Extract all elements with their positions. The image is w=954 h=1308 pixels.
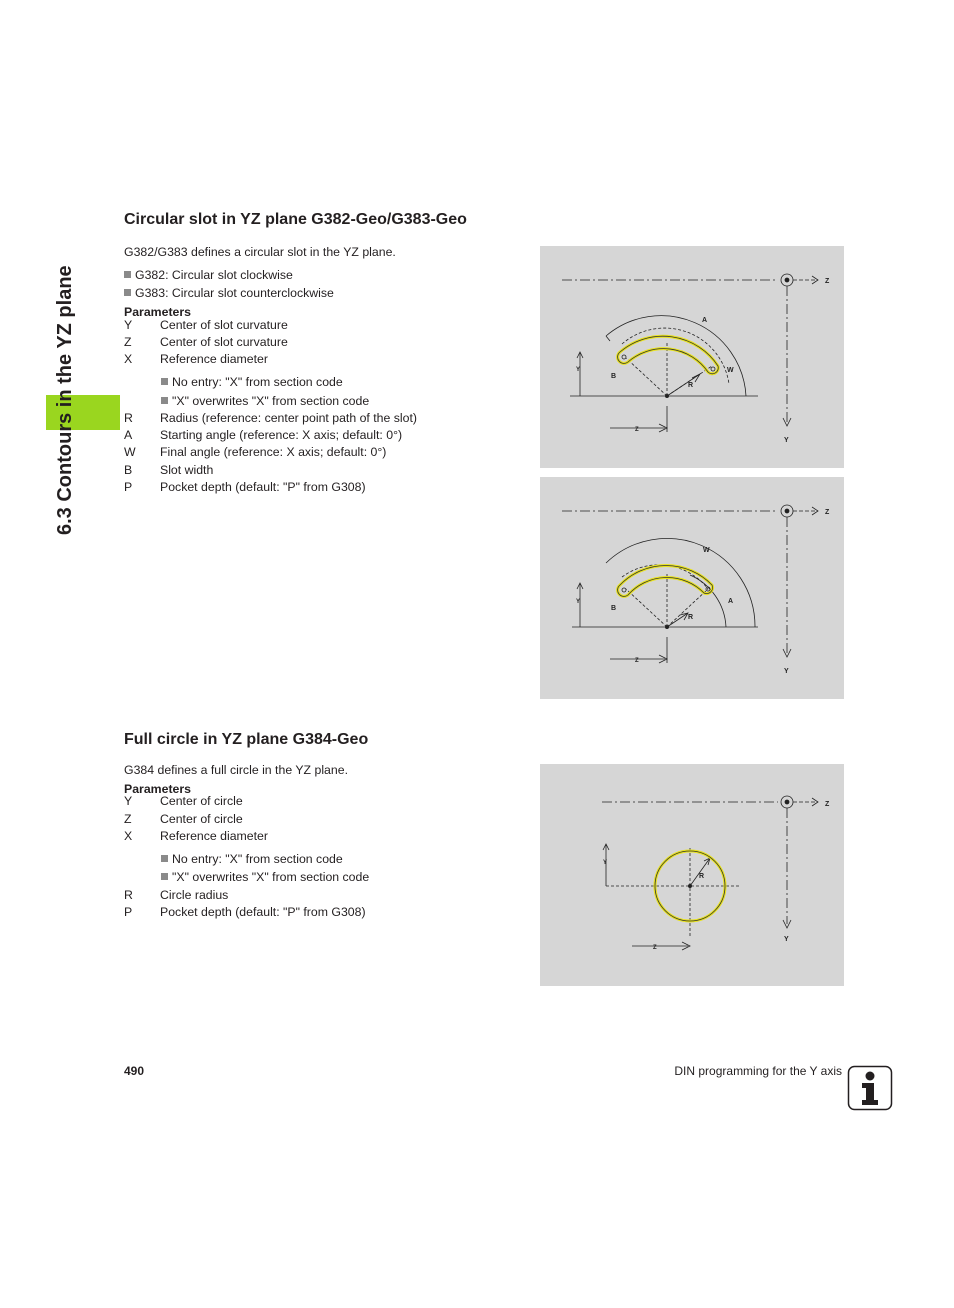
parameter-row: R Circle radius (124, 888, 229, 902)
dim-label-y-small: Y (576, 599, 581, 605)
parameter-row: Y Center of circle (124, 794, 243, 808)
bullet-square-icon (161, 873, 168, 880)
section-intro: G384 defines a full circle in the YZ plane. (124, 763, 348, 777)
sub-bullet-item: "X" overwrites "X" from section code (161, 394, 369, 408)
parameter-row: Z Center of circle (124, 812, 243, 826)
parameter-row: B Slot width (124, 463, 214, 477)
parameters-label: Parameters (124, 305, 191, 319)
figure-full-circle (540, 764, 844, 986)
figure-slot-clockwise (540, 246, 844, 468)
parameter-row: P Pocket depth (default: "P" from G308) (124, 480, 366, 494)
dim-label-a: A (728, 598, 734, 605)
section-intro: G382/G383 defines a circular slot in the YZ plane. (124, 245, 396, 259)
dim-label-z-small: Z (653, 945, 657, 951)
dim-label-w: W (727, 367, 734, 374)
bullet-square-icon (124, 271, 131, 278)
footer-chapter-title: DIN programming for the Y axis (674, 1064, 842, 1078)
bullet-square-icon (161, 397, 168, 404)
axis-label-y: Y (784, 668, 789, 675)
sub-bullet-item: No entry: "X" from section code (161, 852, 343, 866)
parameter-row: W Final angle (reference: X axis; default: 0°) (124, 445, 387, 459)
dim-label-b: B (611, 605, 617, 612)
figure-slot-counterclockwise (540, 477, 844, 699)
dim-label-r: R (699, 873, 705, 880)
parameter-row: X Reference diameter (124, 829, 268, 843)
dim-label-z-small: Z (635, 658, 639, 664)
axis-label-y: Y (784, 936, 789, 943)
bullet-square-icon (124, 289, 131, 296)
dim-label-y-small: Y (576, 367, 581, 373)
parameter-row: P Pocket depth (default: "P" from G308) (124, 905, 366, 919)
axis-label-z: Z (825, 278, 830, 285)
dim-label-w: W (703, 547, 710, 554)
bullet-item: G383: Circular slot counterclockwise (124, 286, 334, 300)
parameter-row: Y Center of slot curvature (124, 318, 288, 332)
parameter-row: A Starting angle (reference: X axis; default: 0°) (124, 428, 403, 442)
dim-label-z-small: Z (635, 427, 639, 433)
bullet-item: G382: Circular slot clockwise (124, 268, 293, 282)
parameters-label: Parameters (124, 782, 191, 796)
section-heading-circular-slot: Circular slot in YZ plane G382-Geo/G383-Geo (124, 211, 467, 228)
bullet-square-icon (161, 378, 168, 385)
bullet-square-icon (161, 855, 168, 862)
dim-label-a: A (702, 317, 708, 324)
axis-label-z: Z (825, 509, 830, 516)
axis-label-y: Y (784, 437, 789, 444)
parameter-row: X Reference diameter (124, 352, 268, 366)
parameter-row: R Radius (reference: center point path of the slot) (124, 411, 418, 425)
dim-label-b: B (611, 373, 617, 380)
side-chapter-title: 6.3 Contours in the YZ plane (54, 265, 76, 535)
dim-label-y-small: Y (603, 860, 608, 866)
section-heading-full-circle: Full circle in YZ plane G384-Geo (124, 731, 369, 748)
page-number: 490 (124, 1064, 145, 1078)
sub-bullet-item: No entry: "X" from section code (161, 375, 343, 389)
dim-label-r: R (688, 382, 694, 389)
info-icon (847, 1065, 893, 1111)
axis-label-z: Z (825, 801, 830, 808)
sub-bullet-item: "X" overwrites "X" from section code (161, 870, 369, 884)
parameter-row: Z Center of slot curvature (124, 335, 288, 349)
dim-label-r: R (688, 614, 694, 621)
